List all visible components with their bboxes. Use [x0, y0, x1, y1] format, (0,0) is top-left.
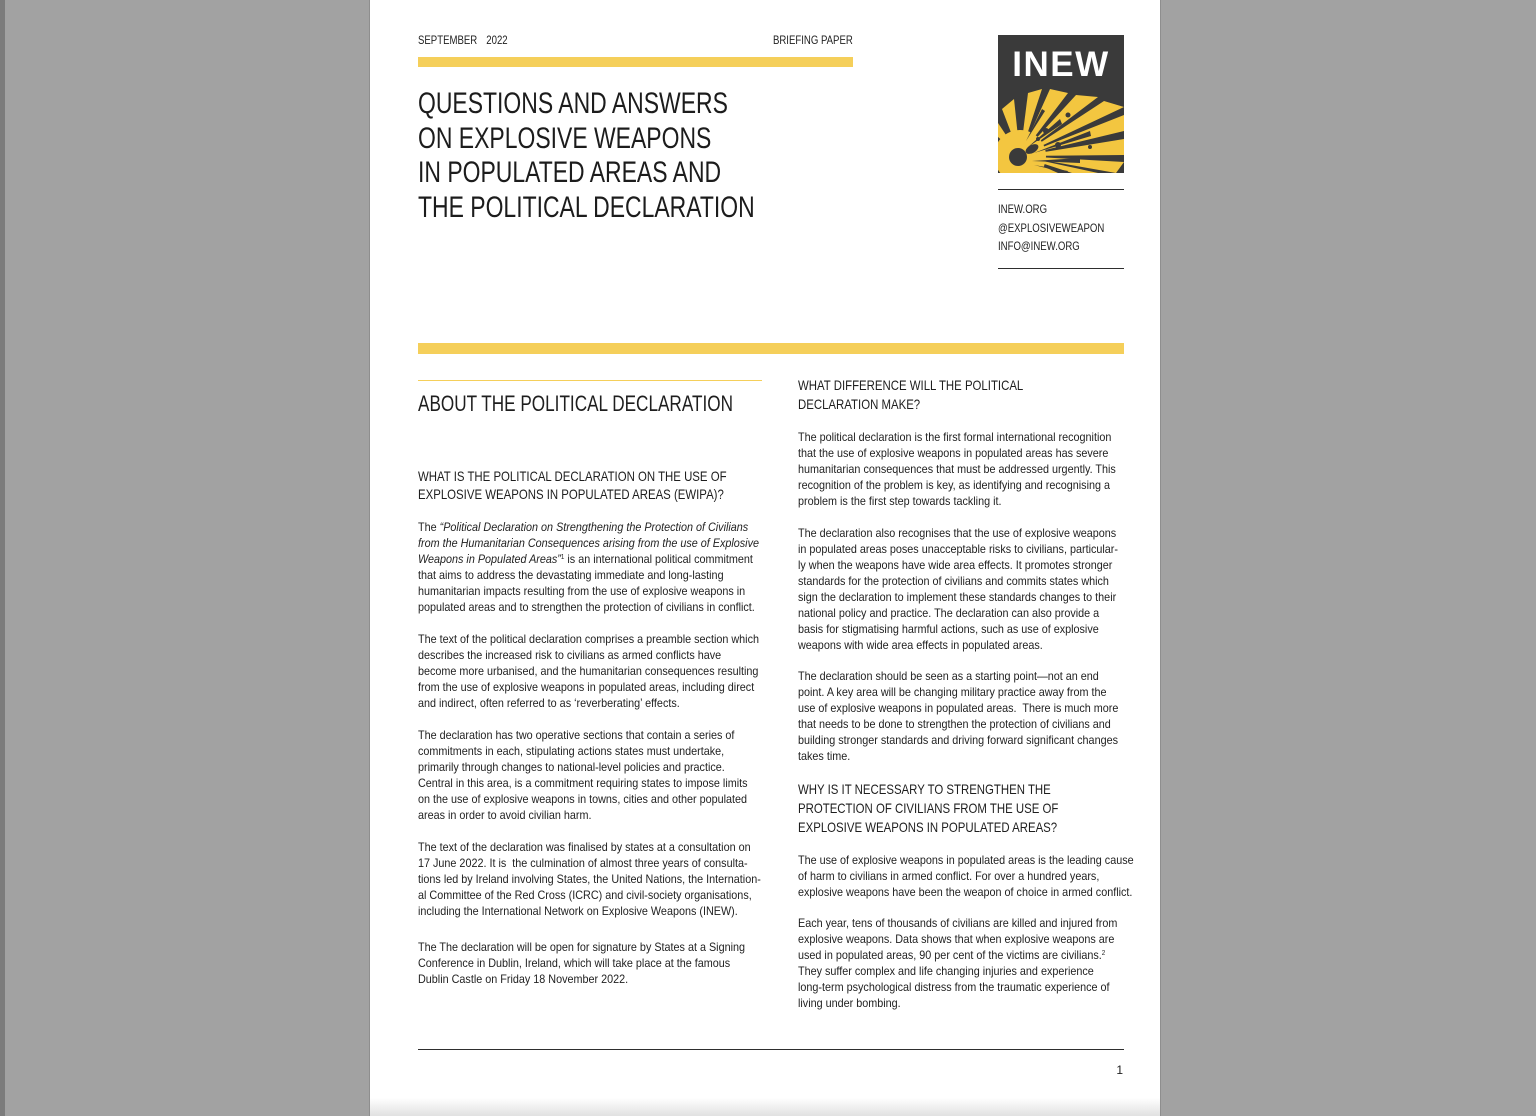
text-run: is an international political commitment — [564, 552, 753, 566]
text-line-text — [418, 519, 748, 535]
text-line — [798, 493, 1151, 509]
subheading-line-text: EXPLOSIVE WEAPONS IN POPULATED AREAS (EWIPA)? — [418, 486, 724, 502]
text-line-text: from the use of explosive weapons in populated areas, including direct — [418, 680, 755, 694]
text-run: used in populated areas, 90 per cent of the victims are civilians. — [798, 948, 1102, 962]
text-line — [798, 915, 1153, 931]
website-link[interactable] — [998, 200, 1131, 219]
title-line — [418, 156, 858, 191]
italic-text: from the Humanitarian Consequences arising from the use of Explosive — [418, 536, 759, 550]
text-line — [418, 663, 797, 679]
text-line-text: that the use of explosive weapons in populated areas has severe — [798, 446, 1109, 460]
left-paragraph-5 — [418, 939, 781, 987]
text-line-text: ly when the weapons have wide area effects. It promotes stronger — [798, 558, 1113, 572]
inew-logo — [998, 35, 1124, 173]
text-line — [798, 573, 1154, 589]
text-line-text: of harm to civilians in armed conflict. For over a hundred years, — [798, 869, 1100, 883]
text-line — [418, 599, 797, 615]
text-line — [418, 567, 797, 583]
text-line — [418, 759, 784, 775]
right-paragraph-3 — [798, 668, 1154, 764]
text-line — [798, 541, 1154, 557]
text-line — [798, 732, 1154, 748]
text-line — [798, 445, 1151, 461]
text-line-text: and indirect, often referred to as ‘reverberating’ effects. — [418, 696, 680, 710]
left-paragraph-3 — [418, 727, 784, 823]
text-line — [798, 884, 1160, 900]
text-line-text: describes the increased risk to civilians as armed conflicts have — [418, 648, 722, 662]
email-text: INFO@INEW.ORG — [998, 239, 1080, 253]
right-paragraph-5 — [798, 915, 1153, 1011]
masthead-doc-type — [753, 32, 853, 48]
text-line — [798, 589, 1154, 605]
text-line — [798, 461, 1151, 477]
text-line-text: The The declaration will be open for signature by States at a Signing — [418, 940, 746, 954]
page-number: 1 — [1116, 1063, 1123, 1077]
text-line-text: on the use of explosive weapons in towns, cities and other populated — [418, 792, 748, 806]
text-line — [798, 852, 1160, 868]
text-line-text: The declaration should be seen as a starting point—not an end — [798, 669, 1099, 683]
text-line — [798, 979, 1153, 995]
text-line-text: including the International Network on Explosive Weapons (INEW). — [418, 904, 738, 918]
masthead-date — [418, 32, 530, 48]
text-line-text: commitments in each, stipulating actions states must undertake, — [418, 744, 725, 758]
text-line-text: become more urbanised, and the humanitarian consequences resulting — [418, 664, 759, 678]
text-line — [798, 605, 1154, 621]
left-subheading — [418, 467, 797, 503]
text-line — [418, 551, 797, 567]
text-line-text: standards for the protection of civilians and commits states which — [798, 574, 1109, 588]
text-line — [798, 668, 1154, 684]
text-line-text: The text of the political declaration comprises a preamble section which — [418, 632, 759, 646]
subheading-line — [798, 780, 1117, 799]
text-line — [418, 775, 784, 791]
text-line — [418, 695, 797, 711]
page-bottom-shadow — [370, 1098, 1160, 1116]
text-line-text: explosive weapons. Data shows that when explosive weapons are — [798, 932, 1115, 946]
text-line-text: basis for stigmatising harmful actions, such as use of explosive — [798, 622, 1099, 636]
document-title — [418, 87, 858, 226]
viewer-edge — [0, 0, 5, 1116]
section-heading — [418, 391, 822, 417]
text-line — [798, 429, 1151, 445]
text-line — [798, 621, 1154, 637]
text-line-text — [798, 947, 1105, 963]
text-line-text: problem is the first step towards tackling it. — [798, 494, 1002, 508]
subheading-line — [418, 467, 797, 485]
subheading-line — [798, 799, 1117, 818]
text-line-text: that needs to be done to strengthen the protection of civilians and — [798, 717, 1111, 731]
footnote-marker: 1 — [560, 554, 565, 561]
text-line — [418, 631, 797, 647]
text-line — [418, 519, 797, 535]
section-yellow-bar — [418, 343, 1124, 354]
text-line-text: in populated areas poses unacceptable risks to civilians, particular- — [798, 542, 1118, 556]
text-line-text: recognition of the problem is key, as identifying and recognising a — [798, 478, 1110, 492]
text-line-text: Each year, tens of thousands of civilians are killed and injured from — [798, 916, 1118, 930]
right-paragraph-4 — [798, 852, 1160, 900]
text-line — [798, 700, 1154, 716]
footnote-marker: 2 — [1101, 950, 1106, 957]
masthead-date-text: SEPTEMBER 2022 — [418, 33, 508, 47]
email-link[interactable] — [998, 237, 1131, 256]
title-line — [418, 122, 858, 157]
text-line-text: explosive weapons have been the weapon of choice in armed conflict. — [798, 885, 1133, 899]
subheading-line-text: PROTECTION OF CIVILIANS FROM THE USE OF — [798, 800, 1059, 816]
title-line — [418, 87, 858, 122]
text-line — [418, 807, 784, 823]
text-line — [418, 583, 797, 599]
text-line-text — [418, 551, 753, 567]
text-line — [418, 727, 784, 743]
right-paragraph-1 — [798, 429, 1151, 509]
section-heading-text: ABOUT THE POLITICAL DECLARATION — [418, 391, 733, 416]
text-line-text: Dublin Castle on Friday 18 November 2022. — [418, 972, 629, 986]
text-line — [418, 839, 799, 855]
text-line-text: national policy and practice. The declaration can also provide a — [798, 606, 1100, 620]
left-paragraph-2 — [418, 631, 797, 711]
right-paragraph-2 — [798, 525, 1154, 653]
text-line-text: that aims to address the devastating immediate and long-lasting — [418, 568, 724, 582]
website-text: INEW.ORG — [998, 202, 1048, 216]
text-line-text: The declaration has two operative sections that contain a series of — [418, 728, 735, 742]
text-line-text: weapons with wide area effects in populated areas. — [798, 638, 1043, 652]
text-line — [798, 963, 1153, 979]
text-line — [798, 931, 1153, 947]
text-line-text: The use of explosive weapons in populated areas is the leading cause — [798, 853, 1134, 867]
title-line-text: QUESTIONS AND ANSWERS — [418, 87, 728, 120]
text-line — [418, 939, 781, 955]
subheading-line — [798, 395, 1074, 414]
text-line-text: sign the declaration to implement these standards changes to their — [798, 590, 1117, 604]
subheading-line-text: EXPLOSIVE WEAPONS IN POPULATED AREAS? — [798, 819, 1058, 835]
document-page — [370, 0, 1160, 1116]
text-line-text: use of explosive weapons in populated areas. There is much more — [798, 701, 1119, 715]
text-line-text: humanitarian consequences that must be addressed urgently. This — [798, 462, 1116, 476]
twitter-handle[interactable] — [998, 219, 1131, 238]
text-line-text: takes time. — [798, 749, 851, 763]
text-line — [418, 871, 799, 887]
text-line — [418, 971, 781, 987]
contacts-bottom-rule — [998, 268, 1124, 269]
text-run: The — [418, 520, 440, 534]
text-line — [798, 525, 1154, 541]
text-line-text: The declaration also recognises that the use of explosive weapons — [798, 526, 1117, 540]
title-line-text: THE POLITICAL DECLARATION — [418, 191, 755, 225]
text-line-text: point. A key area will be changing military practice away from the — [798, 685, 1107, 699]
text-line-text — [418, 535, 759, 551]
text-line — [418, 791, 784, 807]
title-line — [418, 191, 858, 226]
text-line-text: living under bombing. — [798, 996, 901, 1010]
text-line — [798, 557, 1154, 573]
masthead-yellow-bar — [418, 57, 853, 67]
subheading-line-text: WHY IS IT NECESSARY TO STRENGTHEN THE — [798, 781, 1051, 797]
text-line-text: al Committee of the Red Cross (ICRC) and civil-society organisations, — [418, 888, 752, 902]
masthead-doc-type-text: BRIEFING PAPER — [773, 33, 853, 47]
logo-wordmark: INEW — [1012, 45, 1110, 84]
title-line-text: IN POPULATED AREAS AND — [418, 156, 722, 190]
contact-list — [998, 200, 1131, 256]
footer-rule — [418, 1049, 1124, 1050]
text-line — [418, 679, 797, 695]
text-line-text: Conference in Dublin, Ireland, which will take place at the famous — [418, 956, 731, 970]
italic-text: “Political Declaration on Strengthening the Protection of Civilians — [439, 520, 749, 534]
twitter-text: @EXPLOSIVEWEAPON — [998, 220, 1105, 235]
text-line — [798, 637, 1154, 653]
text-line-text: primarily through changes to national-level policies and practice. — [418, 760, 725, 774]
text-line — [798, 995, 1153, 1011]
text-line-text: Central in this area, is a commitment requiring states to impose limits — [418, 776, 748, 790]
text-line-text: areas in order to avoid civilian harm. — [418, 808, 592, 822]
text-line-text: building stronger standards and driving forward significant changes — [798, 733, 1118, 747]
title-line-text: ON EXPLOSIVE WEAPONS — [418, 121, 712, 155]
text-line-text: long-term psychological distress from the traumatic experience of — [798, 980, 1110, 994]
text-line — [798, 716, 1154, 732]
contacts-top-rule — [998, 189, 1124, 190]
text-line-text: humanitarian impacts resulting from the use of explosive weapons in — [418, 584, 746, 598]
text-line — [798, 477, 1151, 493]
left-column-rule — [418, 380, 762, 381]
italic-text: Weapons in Populated Areas” — [418, 552, 561, 566]
text-line — [798, 868, 1160, 884]
text-line — [418, 903, 799, 919]
subheading-line-text: WHAT IS THE POLITICAL DECLARATION ON THE USE OF — [418, 468, 727, 484]
right-subheading-1 — [798, 376, 1074, 414]
text-line — [798, 684, 1154, 700]
left-paragraph-4 — [418, 839, 799, 919]
text-line-text: The political declaration is the first formal international recognition — [798, 430, 1112, 444]
text-line — [418, 647, 797, 663]
text-line — [418, 535, 797, 551]
text-line-text: They suffer complex and life changing injuries and experience — [798, 964, 1094, 978]
subheading-line-text: DECLARATION MAKE? — [798, 396, 921, 412]
text-line-text: populated areas and to strengthen the protection of civilians in conflict. — [418, 600, 755, 614]
subheading-line — [798, 818, 1117, 837]
subheading-line — [798, 376, 1074, 395]
text-line — [418, 743, 784, 759]
text-line — [418, 855, 799, 871]
text-line — [798, 748, 1154, 764]
subheading-line-text: WHAT DIFFERENCE WILL THE POLITICAL — [798, 377, 1024, 393]
text-line — [418, 887, 799, 903]
subheading-line — [418, 485, 797, 503]
text-line — [418, 955, 781, 971]
right-subheading-2 — [798, 780, 1117, 837]
text-line-text: 17 June 2022. It is the culmination of almost three years of consulta- — [418, 856, 748, 870]
text-line-text: tions led by Ireland involving States, the United Nations, the Internation- — [418, 872, 761, 886]
left-paragraph-1 — [418, 519, 797, 615]
text-line — [798, 947, 1153, 963]
text-line-text: The text of the declaration was finalised by states at a consultation on — [418, 840, 751, 854]
